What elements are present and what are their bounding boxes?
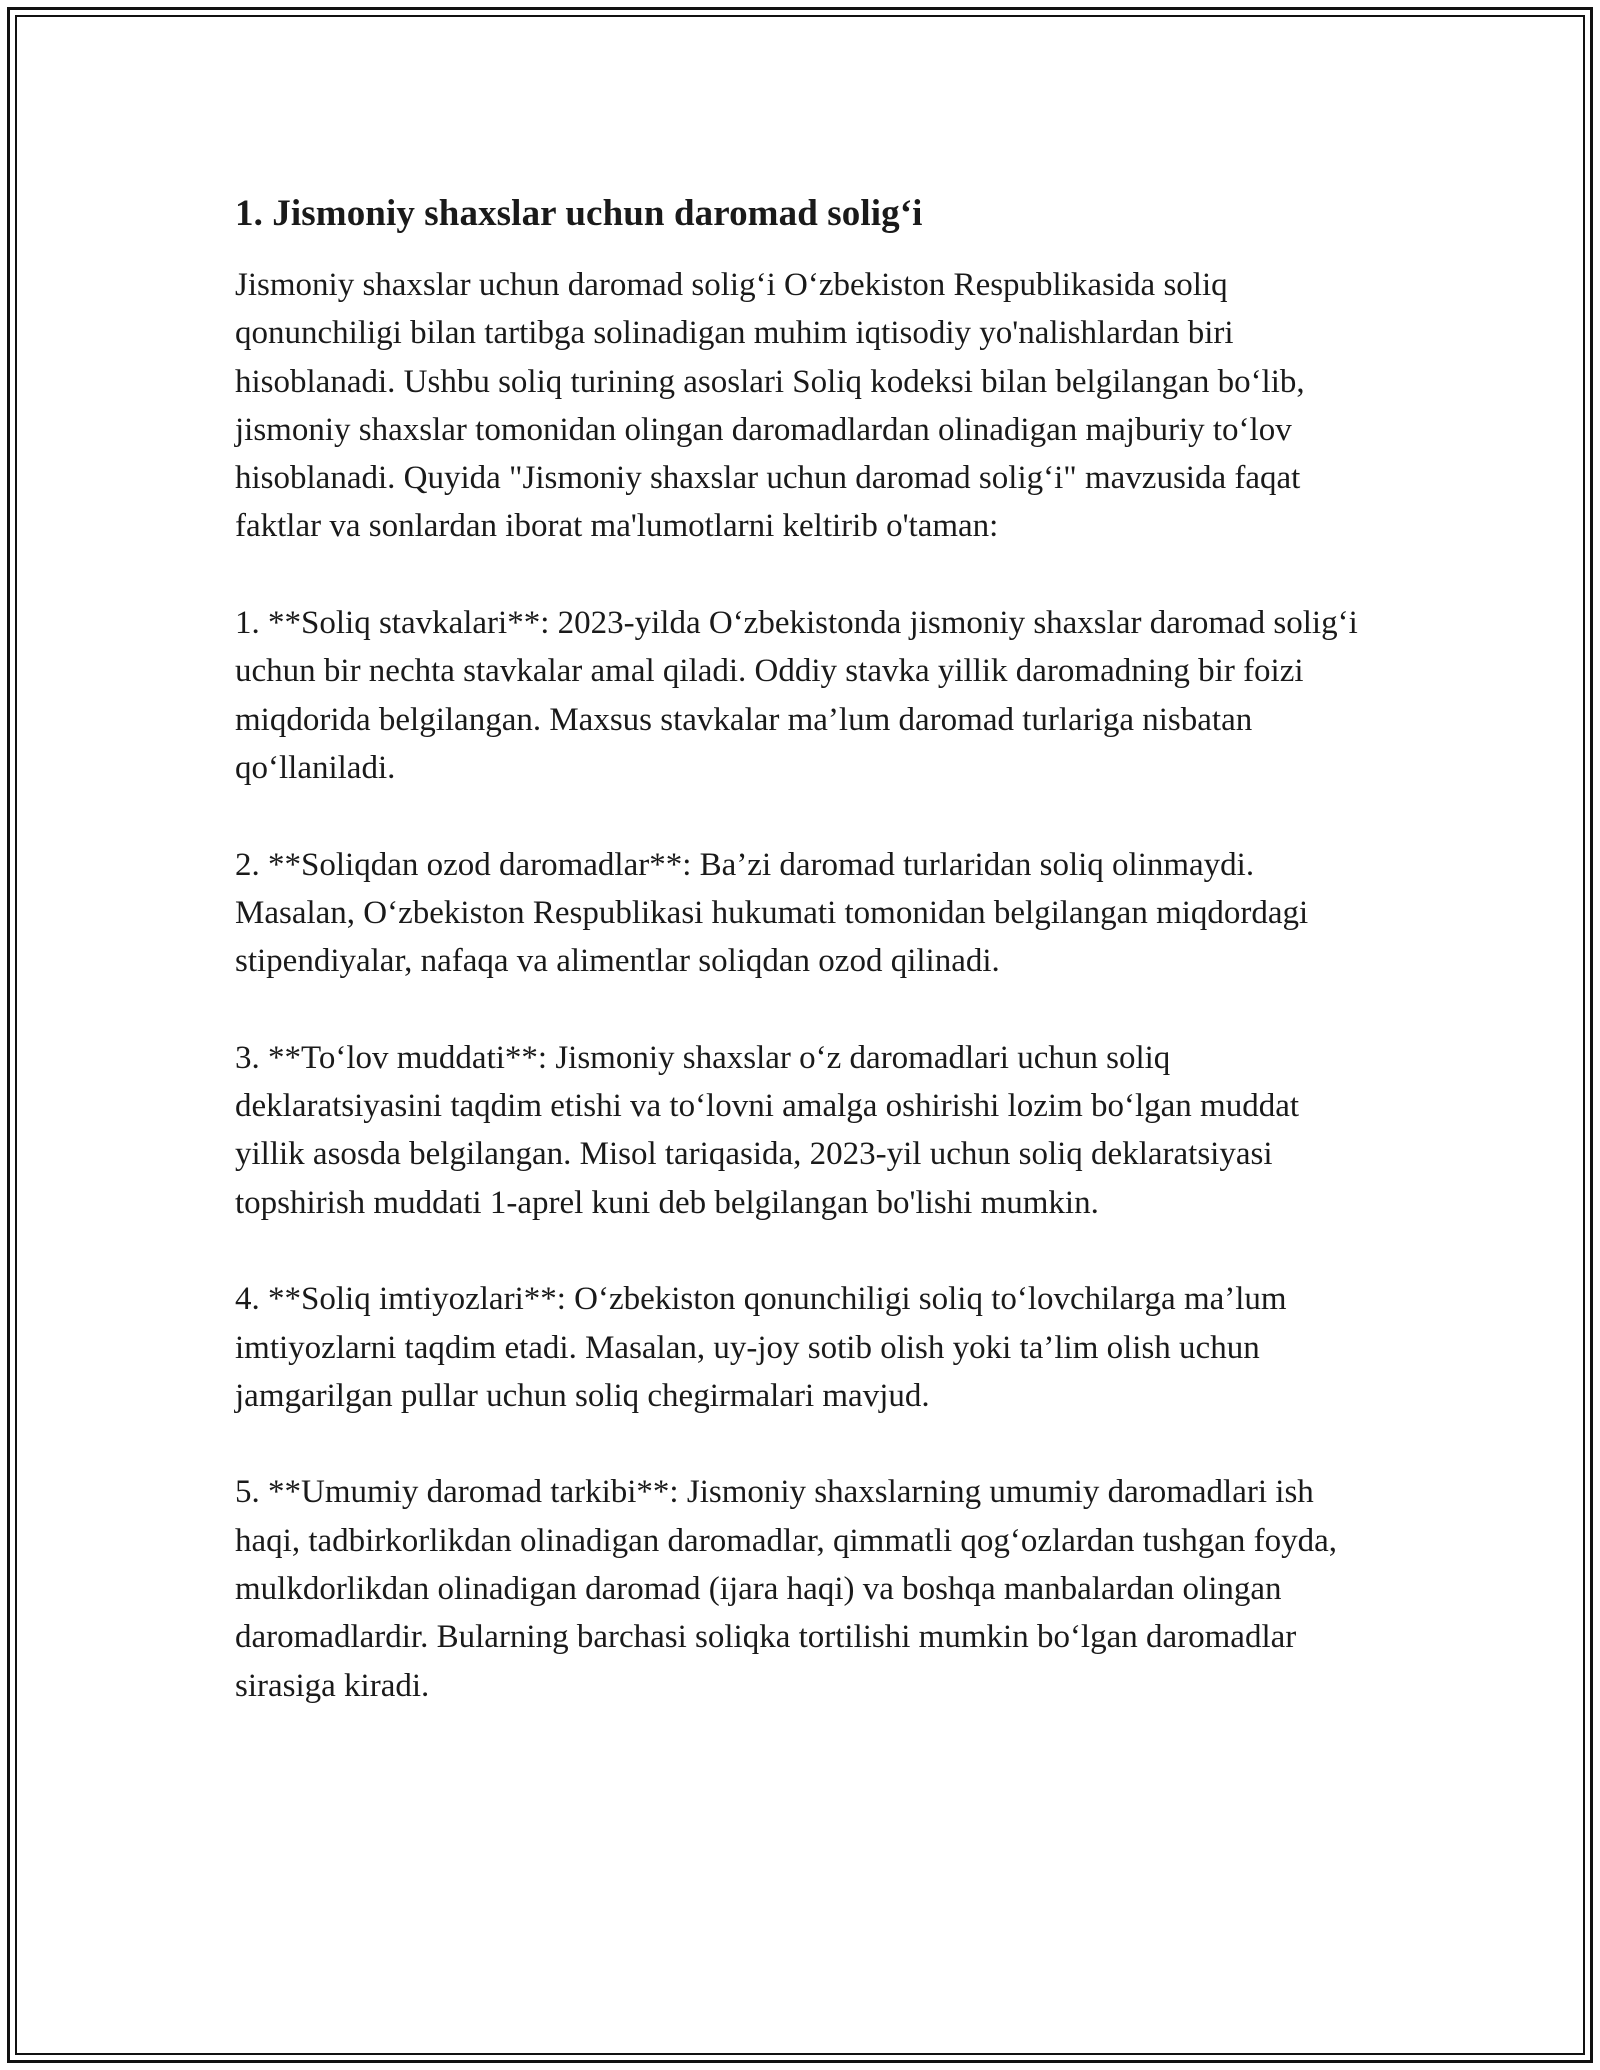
list-item: 5. **Umumiy daromad tarkibi**: Jismoniy shaxslarning umumiy daromadlari ish haqi, tadbirkorlikdan olinadigan daromadlar, qimmatli qog‘ozlardan tushgan foyda, mulkdorlikdan olinadigan daromad (ijara haqi) va boshqa manbalardan olingan daromadlardir. Bularning barchasi soliqka tortilishi mumkin bo‘lgan daromadlar sirasiga kiradi. xyxy=(235,1474,1338,1704)
list-item: 1. **Soliq stavkalari**: 2023-yilda O‘zbekistonda jismoniy shaxslar daromad solig‘i uchun bir nechta stavkalar amal qiladi. Oddiy stavka yillik daromadning bir foizi miqdorida belgilangan. Maxsus stavkalar ma’lum daromad turlariga nisbatan qo‘llaniladi. xyxy=(235,605,1358,786)
list-item: 3. **To‘lov muddati**: Jismoniy shaxslar o‘z daromadlari uchun soliq deklaratsiyasini taqdim etishi va to‘lovni amalga oshirishi lozim bo‘lgan muddat yillik asosda belgilangan. Misol tariqasida, 2023-yil uchun soliq deklaratsiyasi topshirish muddati 1-aprel kuni deb belgilangan bo'lishi mumkin. xyxy=(235,1039,1300,1221)
document-body xyxy=(235,190,1360,1710)
document-title: 1. Jismoniy shaxslar uchun daromad solig‘i xyxy=(235,193,923,234)
list-item: 2. **Soliqdan ozod daromadlar**: Ba’zi daromad turlaridan soliq olinmaydi. Masalan, O‘zbekiston Respublikasi hukumati tomonidan belgilangan miqdordagi stipendiyalar, nafaqa va alimentlar soliqdan ozod qilinadi. xyxy=(235,846,1309,980)
intro-paragraph: Jismoniy shaxslar uchun daromad solig‘i O‘zbekiston Respublikasida soliq qonunchiligi bilan tartibga solinadigan muhim iqtisodiy yo'nalishlardan biri hisoblanadi. Ushbu soliq turining asoslari Soliq kodeksi bilan belgilangan bo‘lib, jismoniy shaxslar tomonidan olingan daromadlardan olinadigan majburiy to‘lov hisoblanadi. Quyida "Jismoniy shaxslar uchun daromad solig‘i" mavzusida faqat faktlar va sonlardan iborat ma'lumotlarni keltirib o'taman: xyxy=(235,267,1305,545)
list-item: 4. **Soliq imtiyozlari**: O‘zbekiston qonunchiligi soliq to‘lovchilarga ma’lum imtiyozlarni taqdim etadi. Masalan, uy-joy sotib olish yoki ta’lim olish uchun jamgarilgan pullar uchun soliq chegirmalari mavjud. xyxy=(235,1281,1287,1414)
